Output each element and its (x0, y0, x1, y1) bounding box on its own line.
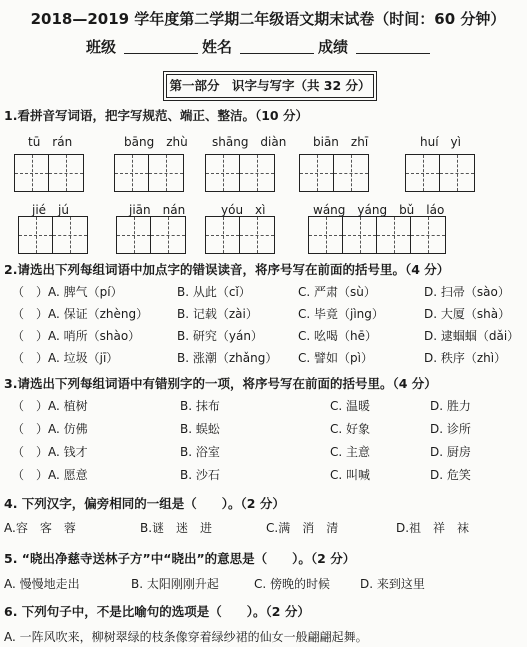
q6-text: 6. 下列句子中，不是比喻句的选项是（ ）。（2 分） (4, 604, 310, 619)
writing-grid[interactable] (18, 216, 88, 254)
writing-grid[interactable] (308, 216, 446, 254)
q3-option: C. 温暖 (330, 399, 371, 413)
pinyin-3: shāng diàn (212, 135, 287, 149)
q2-option: B. 记载（zài） (177, 307, 258, 321)
q4-option: A.容 客 蓉 (4, 521, 76, 535)
class-label: 班级 (86, 38, 117, 56)
q2-option: （ ）A. 垃圾（jī） (12, 351, 119, 365)
pinyin-6: jié jú (32, 203, 69, 217)
q3-option: D. 胜力 (430, 399, 471, 413)
q2-option: （ ）A. 保证（zhèng） (12, 307, 149, 321)
q2-option: D. 扫帚（sào） (424, 285, 510, 299)
q3-option: （ ）A. 钱才 (12, 445, 88, 459)
q2-option: C. 毕竟（jìng） (298, 307, 384, 321)
q3-option: （ ）A. 植树 (12, 399, 88, 413)
q4-option: D.祖 祥 袜 (396, 521, 470, 535)
q3-option: B. 浴室 (180, 445, 220, 459)
name-field (240, 39, 314, 54)
q4-option: C.满 消 清 (266, 521, 339, 535)
writing-grid[interactable] (405, 154, 475, 192)
q3-option: B. 抹布 (180, 399, 220, 413)
q2-option: D. 秩序（zhì） (424, 351, 507, 365)
class-field (124, 39, 198, 54)
q2-option: （ ）A. 脾气（pí） (12, 285, 123, 299)
q3-option: C. 叫喊 (330, 468, 371, 482)
score-field (356, 39, 430, 54)
q6-option-a: A. 一阵风吹来，柳树翠绿的枝条像穿着绿纱裙的仙女一般翩翩起舞。 (4, 630, 368, 644)
writing-grid[interactable] (205, 154, 275, 192)
q3-text: 3.请选出下列每组词语中有错别字的一项，将序号写在前面的括号里。（4 分） (4, 376, 437, 391)
q2-option: B. 从此（cǐ） (177, 285, 251, 299)
name-label: 姓名 (202, 38, 233, 56)
q2-option: B. 涨潮（zhǎng） (177, 351, 278, 365)
writing-grid[interactable] (205, 216, 275, 254)
section-heading: 第一部分 识字与写字（共 32 分） (166, 74, 374, 98)
pinyin-2: bāng zhù (124, 135, 188, 149)
q5-option: B. 太阳刚刚升起 (131, 577, 219, 591)
writing-grid[interactable] (114, 154, 184, 192)
score-label: 成绩 (318, 38, 349, 56)
q1-text: 1.看拼音写词语，把字写规范、端正、整洁。（10 分） (4, 108, 308, 123)
q3-option: B. 蜈蚣 (180, 422, 220, 436)
q3-option: D. 诊所 (430, 422, 471, 436)
q3-option: C. 好象 (330, 422, 371, 436)
q2-option: C. 吆喝（hē） (298, 329, 377, 343)
q4-option: B.谜 迷 进 (140, 521, 213, 535)
pinyin-7: jiān nán (129, 203, 186, 217)
q3-option: （ ）A. 仿佛 (12, 422, 88, 436)
q3-option: B. 沙石 (180, 468, 220, 482)
pinyin-8: yóu xì (221, 203, 266, 217)
pinyin-4: biān zhī (313, 135, 369, 149)
q2-option: （ ）A. 哨所（shào） (12, 329, 141, 343)
q5-text: 5. “晓出净慈寺送林子方”中“晓出”的意思是（ ）。（2 分） (4, 551, 356, 566)
writing-grid[interactable] (14, 154, 84, 192)
q3-option: C. 主意 (330, 445, 371, 459)
q2-option: C. 严肃（sù） (298, 285, 376, 299)
q3-option: （ ）A. 愿意 (12, 468, 88, 482)
exam-title: 2018—2019 学年度第二学期二年级语文期末试卷（时间：60 分钟） (30, 10, 506, 28)
q5-option: D. 来到这里 (360, 577, 425, 591)
q2-option: B. 研究（yán） (177, 329, 263, 343)
q5-option: A. 慢慢地走出 (4, 577, 80, 591)
q2-option: C. 譬如（pì） (298, 351, 373, 365)
q5-option: C. 傍晚的时候 (254, 577, 331, 591)
pinyin-9: wáng yáng bǔ láo (313, 203, 445, 217)
writing-grid[interactable] (116, 216, 186, 254)
q4-text: 4. 下列汉字，偏旁相同的一组是（ ）。（2 分） (4, 496, 285, 511)
q3-option: D. 厨房 (430, 445, 471, 459)
q2-text: 2.请选出下列每组词语中加点字的错误读音，将序号写在前面的括号里。（4 分） (4, 262, 450, 277)
pinyin-5: huí yì (420, 135, 461, 149)
pinyin-1: tū rán (28, 135, 73, 149)
writing-grid[interactable] (299, 154, 369, 192)
q2-option: D. 逮蝈蝈（dǎi） (424, 329, 520, 343)
q3-option: D. 危笑 (430, 468, 471, 482)
q2-option: D. 大厦（shà） (424, 307, 511, 321)
